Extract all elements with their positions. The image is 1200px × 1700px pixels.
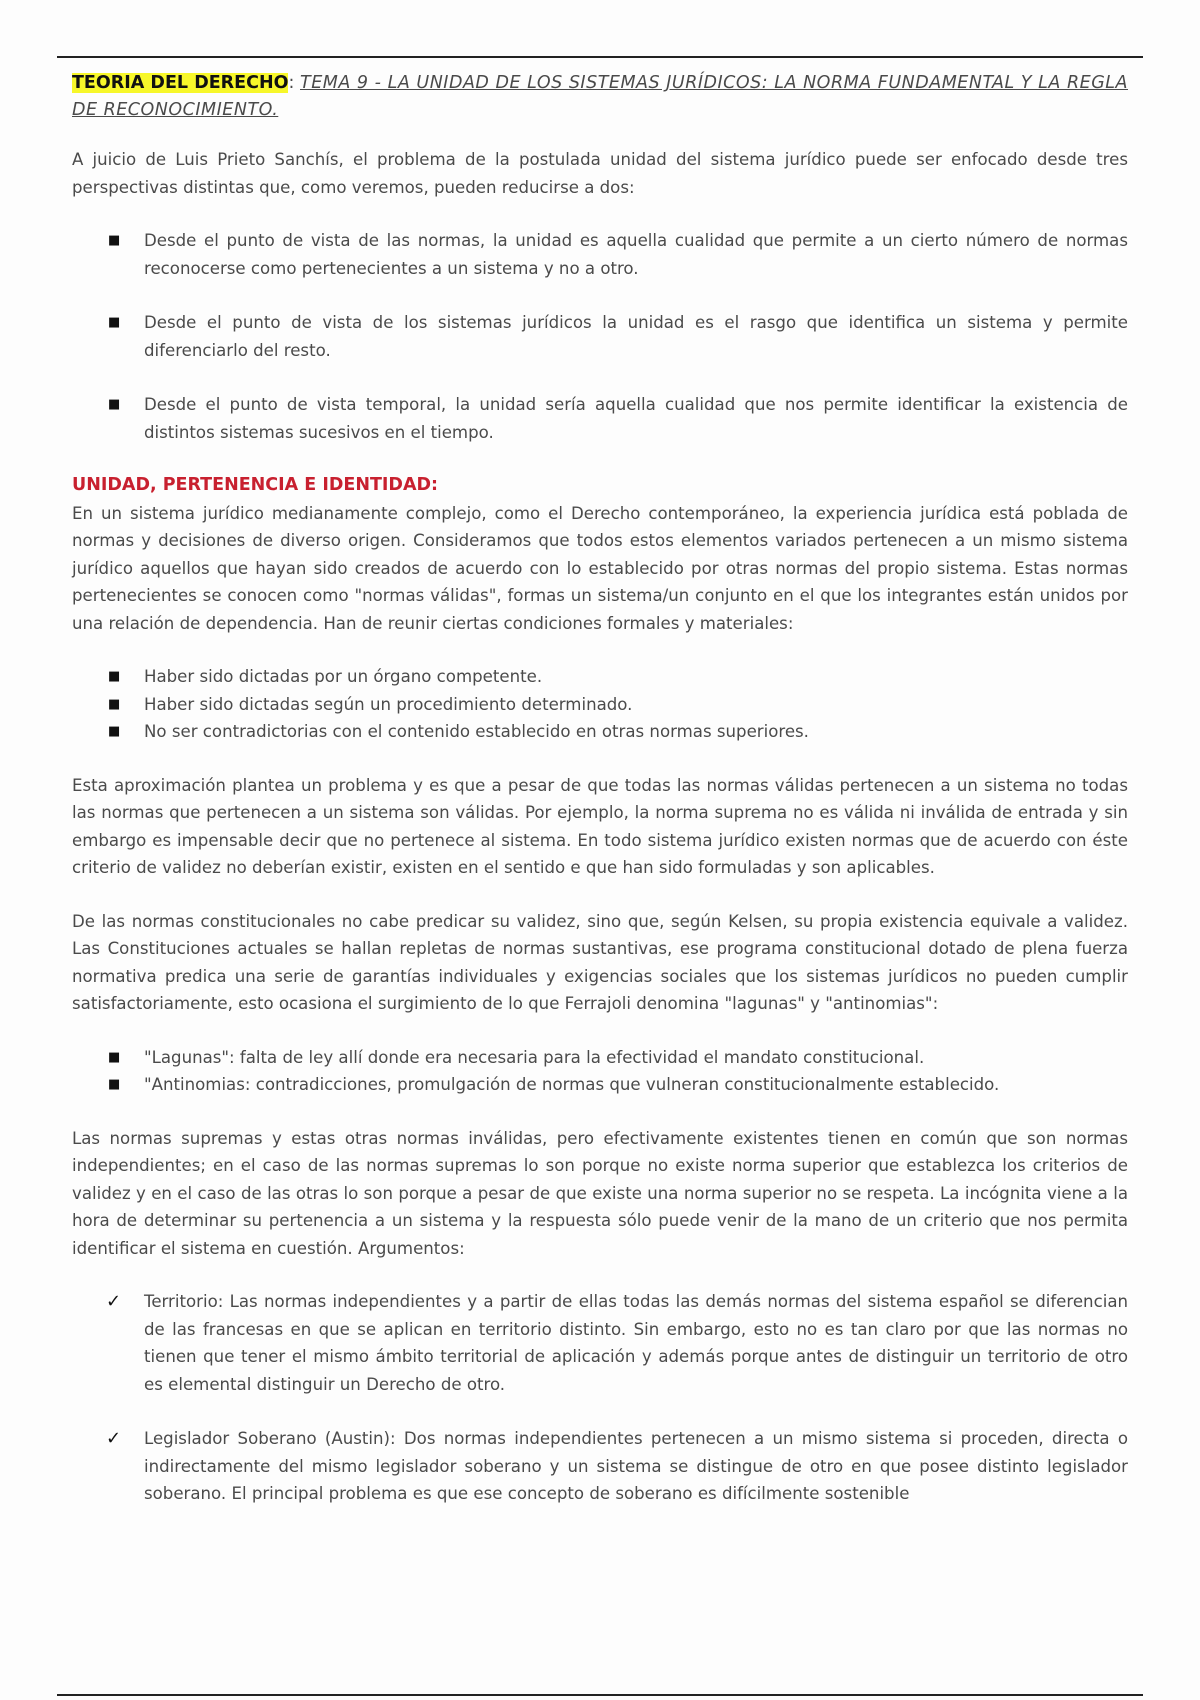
gaps-list — [72, 1044, 1128, 1099]
document-page — [72, 70, 1128, 1534]
list-item: ■ Desde el punto de vista de las normas, la unidad es aquella cualidad que permite a un cierto número de normas reconocerse como pertenecientes a un sistema y no a otro. — [72, 227, 1128, 282]
list-item: ■ No ser contradictorias con el contenido establecido en otras normas superiores. — [72, 718, 1128, 746]
topic-title: TEMA 9 - LA UNIDAD DE LOS SISTEMAS JURÍDICOS: LA NORMA FUNDAMENTAL Y LA REGLA DE RECONOCIMIENTO. — [72, 73, 1128, 120]
list-item: ■ Haber sido dictadas por un órgano competente. — [72, 663, 1128, 691]
subject-label: TEORIA DEL DERECHO — [72, 73, 289, 93]
document-title — [72, 70, 1128, 124]
title-separator: : — [288, 73, 295, 93]
bullet-marker: ■ — [108, 669, 121, 684]
bullet-marker: ■ — [108, 1077, 121, 1092]
arguments-list — [72, 1288, 1128, 1508]
section-paragraph: En un sistema jurídico medianamente complejo, como el Derecho contemporáneo, la experiencia jurídica está poblada de normas y decisiones de diverso origen. Consideramos que todos estos elementos variados pertenecen a un mismo sistema jurídico aquellos que hayan sido creados de acuerdo con lo establecido por otras normas del propio sistema. Estas normas pertenecientes se conocen como "normas válidas", formas un sistema/un conjunto en el que los integrantes están unidos por una relación de dependencia. Han de reunir ciertas condiciones formales y materiales: — [72, 503, 1128, 633]
bullet-marker: ■ — [108, 1049, 121, 1065]
conditions-list — [72, 663, 1128, 746]
section-paragraph: De las normas constitucionales no cabe predicar su validez, sino que, según Kelsen, su propia existencia equivale a validez. Las Constituciones actuales se hallan repletas de normas sustantivas, ese programa constitucional dotado de plena fuerza normativa predica una serie de garantías individuales y exigencias sociales que los sistemas jurídicos no pueden cumplir satisfactoriamente, esto ocasiona el surgimiento de lo que Ferrajoli denomina "lagunas" y "antinomias": — [72, 911, 1128, 1013]
list-item: ■ Desde el punto de vista de los sistemas jurídicos la unidad es el rasgo que identifica un sistema y permite diferenciarlo del resto. — [72, 309, 1128, 364]
list-item: ✓ Territorio: Las normas independientes y a partir de ellas todas las demás normas del sistema español se diferencian de las francesas en que se aplican en territorio distinto. Sin embargo, esto no es tan claro por que las normas no tienen que tener el mismo ámbito territorial de aplicación y además porque antes de distinguir un territorio de otro es elemental distinguir un Derecho de otro. — [72, 1288, 1128, 1398]
list-item: ■ Desde el punto de vista temporal, la unidad sería aquella cualidad que nos permite identificar la existencia de distintos sistemas sucesivos en el tiempo. — [72, 391, 1128, 446]
bullet-marker: ■ — [108, 397, 121, 412]
bullet-marker: ■ — [108, 696, 121, 712]
list-item: ■ "Lagunas": falta de ley allí donde era necesaria para la efectividad el mandato constitucional. — [72, 1044, 1128, 1072]
check-icon: ✓ — [106, 1291, 122, 1312]
bottom-rule — [57, 1694, 1143, 1696]
section-paragraph: Esta aproximación plantea un problema y es que a pesar de que todas las normas válidas pertenecen a un sistema no todas las normas que pertenecen a un sistema son válidas. Por ejemplo, la norma suprema no es válida ni inválida de entrada y sin embargo es impensable decir que no pertenece al sistema. En todo sistema jurídico existen normas que de acuerdo con éste criterio de validez no deberían existir, existen en el sentido e que han sido formuladas y son aplicables. — [72, 775, 1128, 877]
bullet-marker: ■ — [108, 233, 121, 248]
list-item: ■ Haber sido dictadas según un procedimiento determinado. — [72, 691, 1128, 719]
top-rule — [57, 56, 1143, 58]
intro-paragraph: A juicio de Luis Prieto Sanchís, el problema de la postulada unidad del sistema jurídico puede ser enfocado desde tres perspectivas distintas que, como veremos, pueden reducirse a dos: — [72, 150, 1128, 197]
section-paragraph: Las normas supremas y estas otras normas inválidas, pero efectivamente existentes tienen en común que son normas independientes; en el caso de las normas supremas lo son porque no existe norma superior que establezca los criterios de validez y en el caso de las otras lo son porque a pesar de que existe una norma superior no se respeta. La incógnita viene a la hora de determinar su pertenencia a un sistema y la respuesta sólo puede venir de la mano de un criterio que nos permita identificar el sistema en cuestión. Argumentos: — [72, 1128, 1128, 1258]
list-item: ■ "Antinomias: contradicciones, promulgación de normas que vulneran constitucionalmente establecido. — [72, 1071, 1128, 1099]
bullet-marker: ■ — [108, 724, 121, 739]
check-icon: ✓ — [106, 1428, 122, 1449]
perspectives-list — [72, 227, 1128, 446]
section-heading: UNIDAD, PERTENENCIA E IDENTIDAD: — [72, 475, 439, 495]
bullet-marker: ■ — [108, 315, 121, 330]
list-item: ✓ Legislador Soberano (Austin): Dos normas independientes pertenecen a un mismo sistema si proceden, directa o indirectamente del mismo legislador soberano y un sistema se distingue de otro en que posee distinto legislador soberano. El principal problema es que ese concepto de soberano es difícilmente sostenible — [72, 1425, 1128, 1508]
